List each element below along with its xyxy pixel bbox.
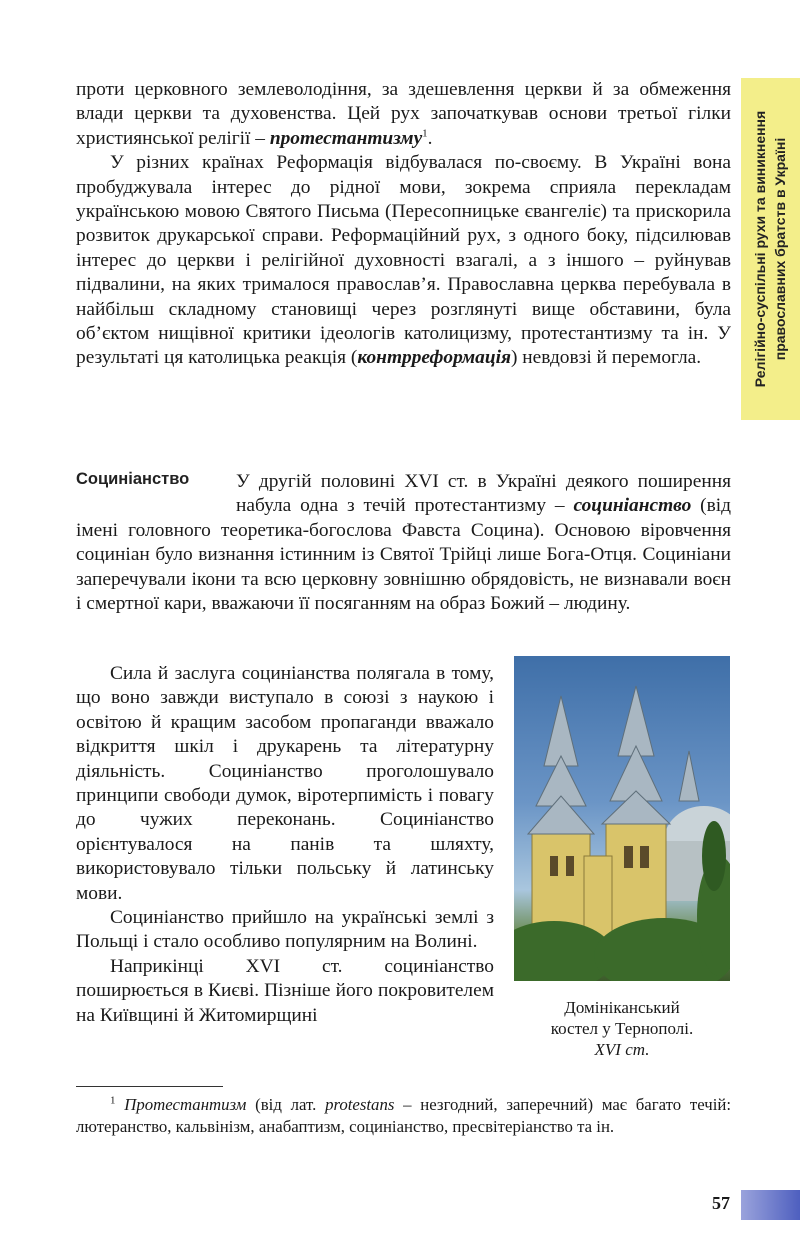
footnote-number: 1 [110, 1094, 116, 1107]
column-text [76, 662, 494, 1028]
page-number: 57 [712, 1193, 730, 1213]
caption-line: костел у Тернополі. [550, 1019, 694, 1038]
paragraph-text: проти церковного землеволодіння, за здешевлення церкви й за обмеження влади церкви та духовенства. Цей рух започаткував основи третьої гілки християнської релігії – [76, 79, 731, 149]
paragraph-intro [76, 78, 731, 371]
paragraph-end: ) невдовзі й перемогла. [510, 347, 702, 369]
paragraph-end: . [427, 127, 433, 149]
footnote-text: (від лат. [246, 1095, 326, 1114]
paragraph-volhynia: Социніанство прийшло на українські землі з Польщі і стало особливо популярним на Волині. [76, 907, 494, 953]
footnote-divider [76, 1086, 223, 1087]
chapter-title-line1: Релігійно-суспільні рухи та виникнення [752, 110, 768, 388]
paragraph-text: (від імені головного теоретика-богослова Фавста Социна). Основою віровчення социніан було визнання істинним із Святої Трійці лише Бога-Отця. Социніани заперечували ікони та всю церковну зовнішню обрядовість, не визнавали воєн і смертної кари, вважаючи її посяганням на образ Божий – людину. [76, 495, 731, 615]
paragraph-merit: Сила й заслуга социніанства полягала в тому, що воно завжди виступало в союзі з наукою і освітою й кращим засобом пропаганди вважало відкриття шкіл і друкарень та літературну діяльність. Социніанство проголошувало принципи свободи думок, віротерпимість і повагу до чужих переконань. Социніанство орієнтувалося на панів та шляхту, використовувало тільки польську й латинську мови. [76, 663, 494, 904]
footnote-text: – незгодний, заперечний) має багато течій: лютеранство, кальвінізм, анабаптизм, социніанство, пресвітеріанство та ін. [76, 1095, 732, 1136]
footnote-term: Протестантизм [124, 1095, 247, 1114]
footnote-latin: protestans [325, 1095, 395, 1114]
paragraph-reformation: У різних країнах Реформація відбувалася по-своєму. В Україні вона пробуджувала інтерес до рідної мови, зокрема сприяла перекладам українською мовою Святого Письма (Пересопницьке євангеліє) та прискорила розвиток друкарської справи. Реформаційний рух, з одного боку, підсилював інтерес до церкви і релігійної духовності взагалі, а з іншого – руйнував підвалини, на яких трималося православ’я. Православна церква перебувала в найбільш складному становищі через розглянуті вище обставини, була об’єктом нищівної критики ідеологів католицизму, протестантизму та ін. У результаті ця католицька реакція ( [76, 152, 731, 369]
caption-line: Домініканський [564, 998, 680, 1017]
chapter-title [750, 84, 790, 414]
chapter-title-line2: православних братств в Україні [772, 137, 788, 361]
footnote [76, 1094, 731, 1138]
church-illustration [514, 656, 730, 981]
paragraph-text: У другій половині XVI ст. в Україні деякого поширення набула одна з течій протестантизму – [236, 471, 731, 517]
page-corner-tab [741, 1190, 800, 1220]
paragraph-kyiv: Наприкінці XVI ст. социніанство поширюється в Києві. Пізніше його покровителем на Київщині й Житомирщині [76, 955, 494, 1026]
church-photo [514, 656, 730, 981]
chapter-tab [741, 78, 800, 420]
term-counter-reformation: контрреформація [357, 347, 511, 369]
paragraph-socinianism [76, 470, 731, 616]
footnote-ref[interactable]: 1 [422, 127, 428, 140]
caption-date: XVI ст. [594, 1040, 650, 1059]
side-heading: Социніанство [76, 470, 190, 488]
term-protestantism: протестантизму [269, 127, 423, 149]
photo-caption [514, 997, 730, 1060]
term-socinianism: социніанство [573, 495, 692, 517]
